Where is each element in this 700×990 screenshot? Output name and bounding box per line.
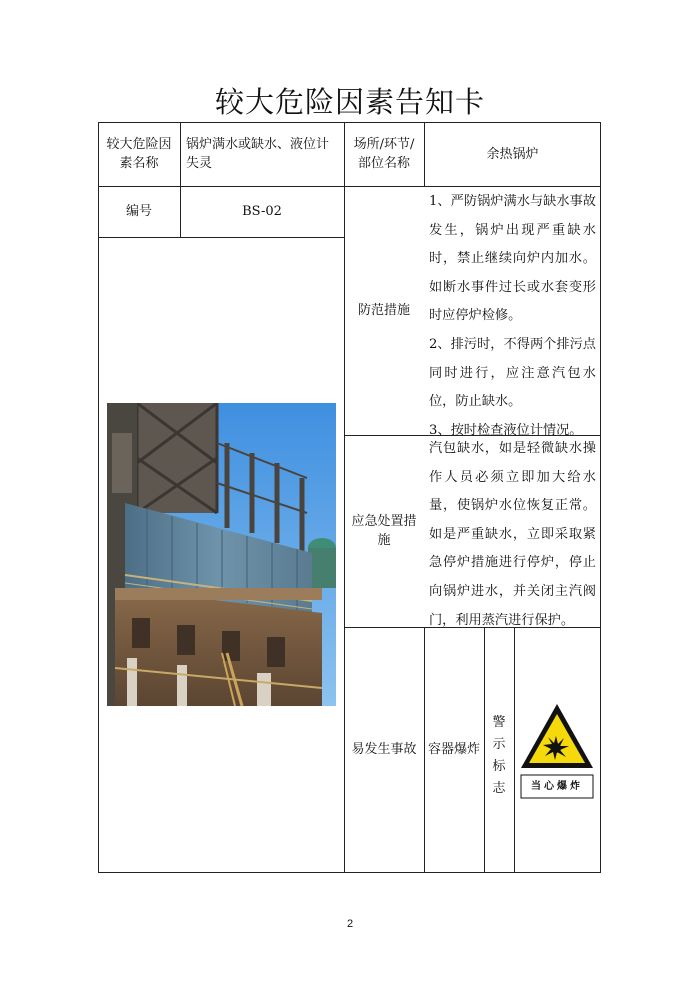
hazard-notice-table xyxy=(98,122,601,872)
prevention-measures xyxy=(424,188,601,445)
emergency-measures xyxy=(424,435,601,635)
location-value: 余热锅炉 xyxy=(486,146,539,162)
emergency-text: 汽包缺水，如是轻微缺水操作人员必须立即加大给水量，使锅炉水位恢复正常。如是严重缺水，立即采取紧急停炉措施进行停炉，停止向锅炉进水，并关闭主汽阀门，利用蒸汽进行保护。 xyxy=(429,441,596,628)
code-label: 编号 xyxy=(125,204,152,219)
warning-label: 警示标志 xyxy=(492,715,506,796)
page-number: 2 xyxy=(346,918,354,930)
location-label: 场所/环节/部位名称 xyxy=(353,137,415,171)
page-title: 较大危险因素告知卡 xyxy=(214,85,485,119)
code-value: BS-02 xyxy=(242,204,282,219)
warning-sign-text: 当心爆炸 xyxy=(531,781,583,792)
prevention-label: 防范措施 xyxy=(357,303,410,318)
prevention-item: 3、按时检查液位计情况。 xyxy=(429,422,583,438)
boiler-photo xyxy=(107,403,336,706)
prevention-item: 1、严防锅炉满水与缺水事故发生，锅炉出现严重缺水时，禁止继续向炉内加水。如断水事件过长或水套变形时应停炉检修。 xyxy=(429,194,596,324)
explosion-warning-sign xyxy=(519,702,595,800)
accident-value: 容器爆炸 xyxy=(427,742,480,757)
accident-label: 易发生事故 xyxy=(351,742,417,757)
prevention-item: 2、排污时，不得两个排污点同时进行，应注意汽包水位，防止缺水。 xyxy=(429,336,596,410)
hazard-name-label: 较大危险因素名称 xyxy=(106,137,172,171)
hazard-name-value: 锅炉满水或缺水、液位计失灵 xyxy=(186,137,330,171)
emergency-label: 应急处置措施 xyxy=(351,514,417,548)
